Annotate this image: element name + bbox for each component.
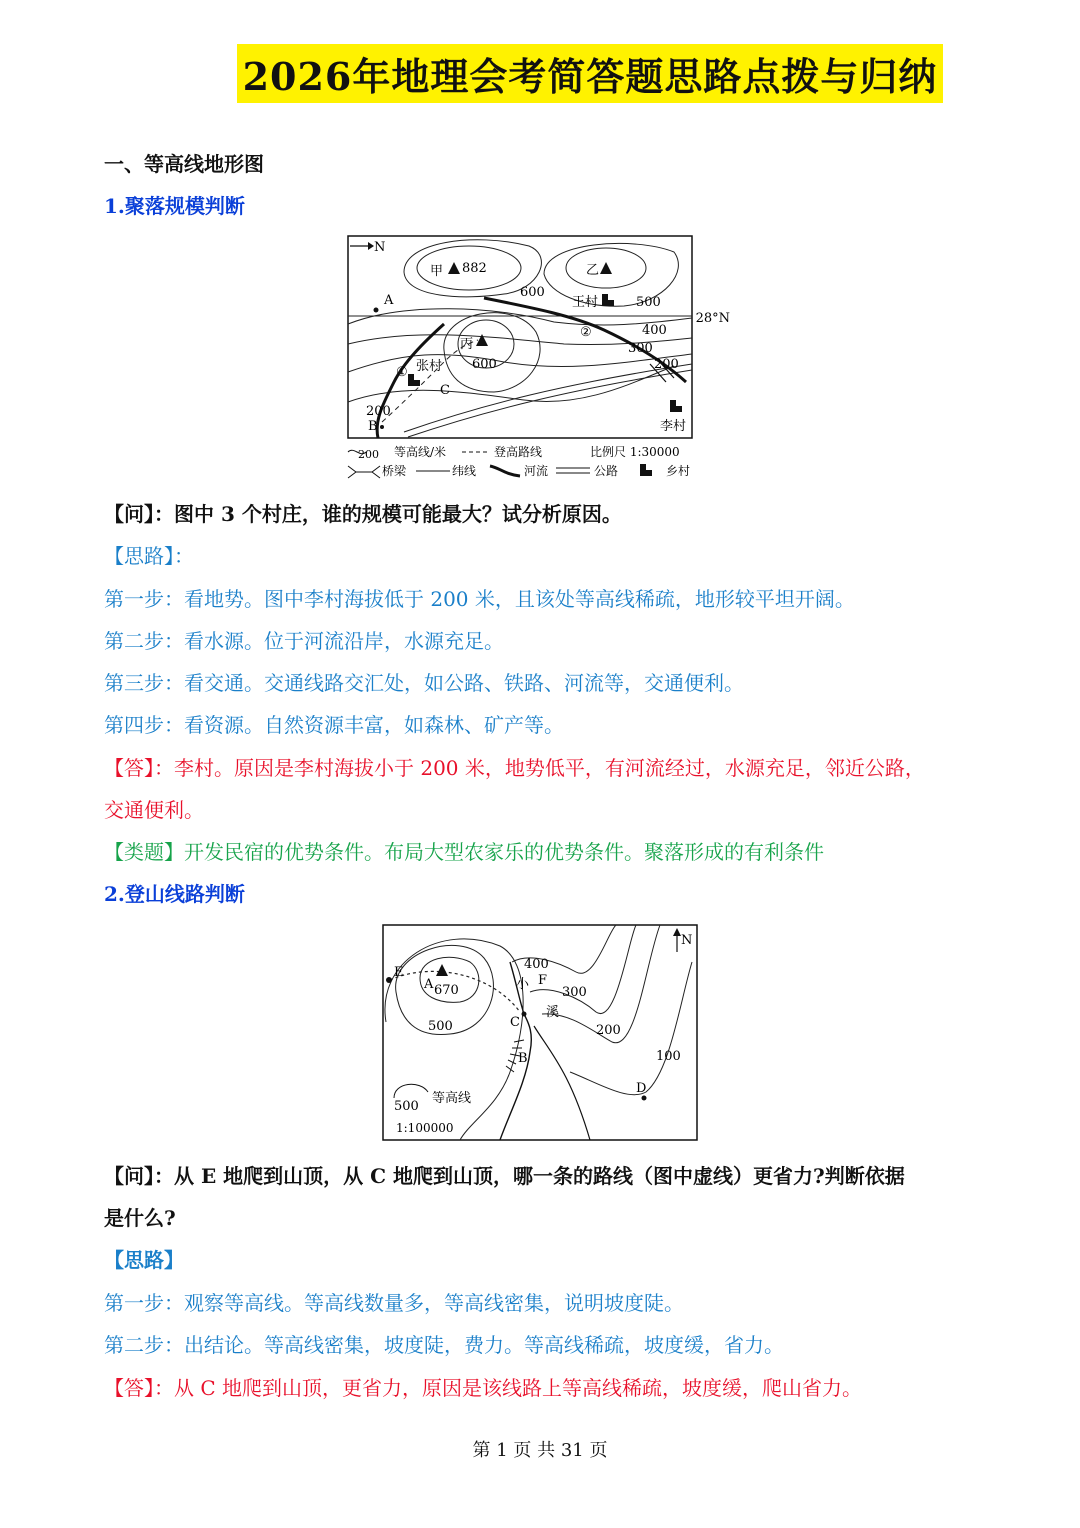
- licun-icon: [670, 400, 682, 412]
- map2-north-arrow-head: [673, 928, 681, 936]
- legend-text: 等高线: [432, 1091, 472, 1106]
- section-heading: 一、等高线地形图: [104, 152, 264, 176]
- q2-ask-text: ：从 E 地爬到山顶，从 C 地爬到山顶，哪一条的路线（图中虚线）更省力?判断依据: [154, 1164, 905, 1188]
- marker-1: ①: [396, 365, 408, 380]
- zhangcun-icon: [408, 374, 420, 386]
- stream-bank: [534, 1026, 590, 1140]
- q1-ask-tag: 【问】: [104, 502, 154, 526]
- peak-bing-elev: 600: [472, 357, 497, 372]
- q2-ask-tag: 【问】: [104, 1164, 154, 1188]
- legend-contour: 等高线/米: [394, 445, 447, 459]
- legend-lat: 纬线: [452, 464, 477, 478]
- point-b-label: B: [368, 419, 378, 434]
- q1-step-3: 第三步：看交通。交通线路交汇处，如公路、铁路、河流等，交通便利。: [104, 671, 744, 695]
- q1-ask: [104, 498, 622, 527]
- map2-scale: 1:100000: [396, 1121, 454, 1135]
- q2-think: 【思路】: [104, 1248, 184, 1272]
- peak-elev: 670: [434, 983, 459, 998]
- point-d-dot: [642, 1096, 647, 1101]
- c400-label: 400: [642, 323, 667, 338]
- q1-step-2: 第二步：看水源。位于河流沿岸，水源充足。: [104, 629, 504, 653]
- q1-similar-text: 开发民宿的优势条件。布局大型农家乐的优势条件。聚落形成的有利条件: [184, 840, 824, 864]
- stream-label-xiao: 小: [516, 977, 530, 992]
- licun-label: 李村: [660, 419, 687, 434]
- legend-200: 200: [358, 448, 379, 461]
- contour-bing-outer: [444, 313, 540, 392]
- wangcun-label: 王村: [572, 295, 599, 310]
- point-c-label: C: [510, 1015, 520, 1030]
- zhangcun-label: 张村: [416, 359, 443, 374]
- point-b-label: B: [518, 1051, 528, 1066]
- c600-label: 600: [520, 285, 545, 300]
- point-c-label: C: [440, 383, 450, 398]
- contour-100: [570, 962, 692, 1095]
- q1-think: 【思路】：: [104, 544, 194, 568]
- legend-route: 登高路线: [494, 445, 543, 459]
- c200-label: 200: [596, 1023, 621, 1038]
- q1-answer-line-1: 【答】：李村。原因是李村海拔小于 200 米，地势低平，有河流经过，水源充足，邻近公路，: [104, 756, 925, 780]
- q2-answer: 【答】：从 C 地爬到山顶，更省力，原因是该线路上等高线稀疏，坡度缓，爬山省力。: [104, 1376, 863, 1400]
- q1-step-1: 第一步：看地势。图中李村海拔低于 200 米，且该处等高线稀疏，地形较平坦开阔。: [104, 587, 855, 611]
- c300-label: 300: [628, 341, 653, 356]
- legend-river-swatch: [490, 466, 520, 476]
- point-a-dot: [374, 308, 379, 313]
- legend-river: 河流: [524, 464, 549, 478]
- road-line-1: [404, 364, 692, 432]
- peak-jia-elev: 882: [462, 261, 487, 276]
- q2-step-1: 第一步：观察等高线。等高线数量多，等高线密集，说明坡度陡。: [104, 1291, 684, 1315]
- marker-2: ②: [580, 325, 592, 340]
- q1-heading: 1.聚落规模判断: [104, 194, 245, 218]
- c200a-label: 200: [654, 357, 679, 372]
- legend-bridge-swatch: [348, 466, 380, 478]
- point-e-dot: [386, 977, 392, 983]
- peak-yi-label: 乙: [586, 263, 600, 278]
- contour-map-1-svg: [344, 232, 730, 482]
- q1-similar-tag: 【类题】: [104, 840, 184, 864]
- peak-bing-label: 丙: [460, 337, 474, 352]
- stream-label-xi: 溪: [546, 1005, 560, 1020]
- legend-scale: 比例尺 1:30000: [590, 445, 680, 459]
- wangcun-icon: [602, 294, 614, 306]
- q2-ask-line-2: 是什么?: [104, 1206, 176, 1230]
- point-a-label: A: [384, 293, 394, 308]
- q2-heading: 2.登山线路判断: [104, 882, 245, 906]
- legend-road: 公路: [594, 464, 619, 478]
- q1-step-4: 第四步：看资源。自然资源丰富，如森林、矿产等。: [104, 713, 564, 737]
- point-c-dot: [522, 1012, 527, 1017]
- c400-label: 400: [524, 957, 549, 972]
- legend-village: 乡村: [666, 464, 691, 478]
- map1-frame: [348, 236, 692, 438]
- page-footer: 第 1 页 共 31 页: [472, 1440, 608, 1461]
- road-line-2: [408, 370, 692, 437]
- c500-label: 500: [428, 1019, 453, 1034]
- legend-contour-swatch: [394, 1084, 428, 1098]
- map2-north-label: N: [681, 933, 693, 948]
- c200b-label: 200: [366, 404, 391, 419]
- q1-similar: [104, 836, 824, 865]
- contour-map-2: [380, 922, 700, 1148]
- peak-yi-icon: [600, 262, 612, 274]
- climb-route: [382, 340, 478, 422]
- q2-ask-line-1: [104, 1160, 905, 1189]
- point-b-dot: [380, 425, 384, 429]
- point-d-label: D: [636, 1081, 647, 1096]
- title-wrap: [0, 44, 1080, 103]
- contour-map-1: [344, 232, 730, 486]
- map1-north-label: N: [374, 240, 386, 255]
- q1-answer-line-2: 交通便利。: [104, 798, 204, 822]
- c100-label: 100: [656, 1049, 681, 1064]
- c300-label: 300: [562, 985, 587, 1000]
- lat-label: 28°N: [695, 311, 730, 326]
- c500-label: 500: [636, 295, 661, 310]
- legend-bridge: 桥梁: [382, 464, 407, 478]
- q1-ask-text: ：图中 3 个村庄，谁的规模可能最大？试分析原因。: [154, 502, 622, 526]
- q2-step-2: 第二步：出结论。等高线密集，坡度陡，费力。等高线稀疏，坡度缓，省力。: [104, 1333, 784, 1357]
- legend-500: 500: [394, 1099, 419, 1114]
- contour-500: [348, 309, 692, 325]
- legend-village-swatch: [640, 464, 652, 476]
- point-e-label: E: [394, 965, 404, 980]
- peak-jia-icon: [448, 262, 460, 274]
- page-title: 2026年地理会考简答题思路点拨与归纳: [237, 44, 944, 103]
- peak-jia-label: 甲: [430, 264, 444, 279]
- point-f-label: F: [538, 973, 548, 988]
- contour-map-2-svg: [380, 922, 700, 1144]
- peak-icon: [436, 964, 448, 976]
- point-a-label: A: [424, 977, 434, 992]
